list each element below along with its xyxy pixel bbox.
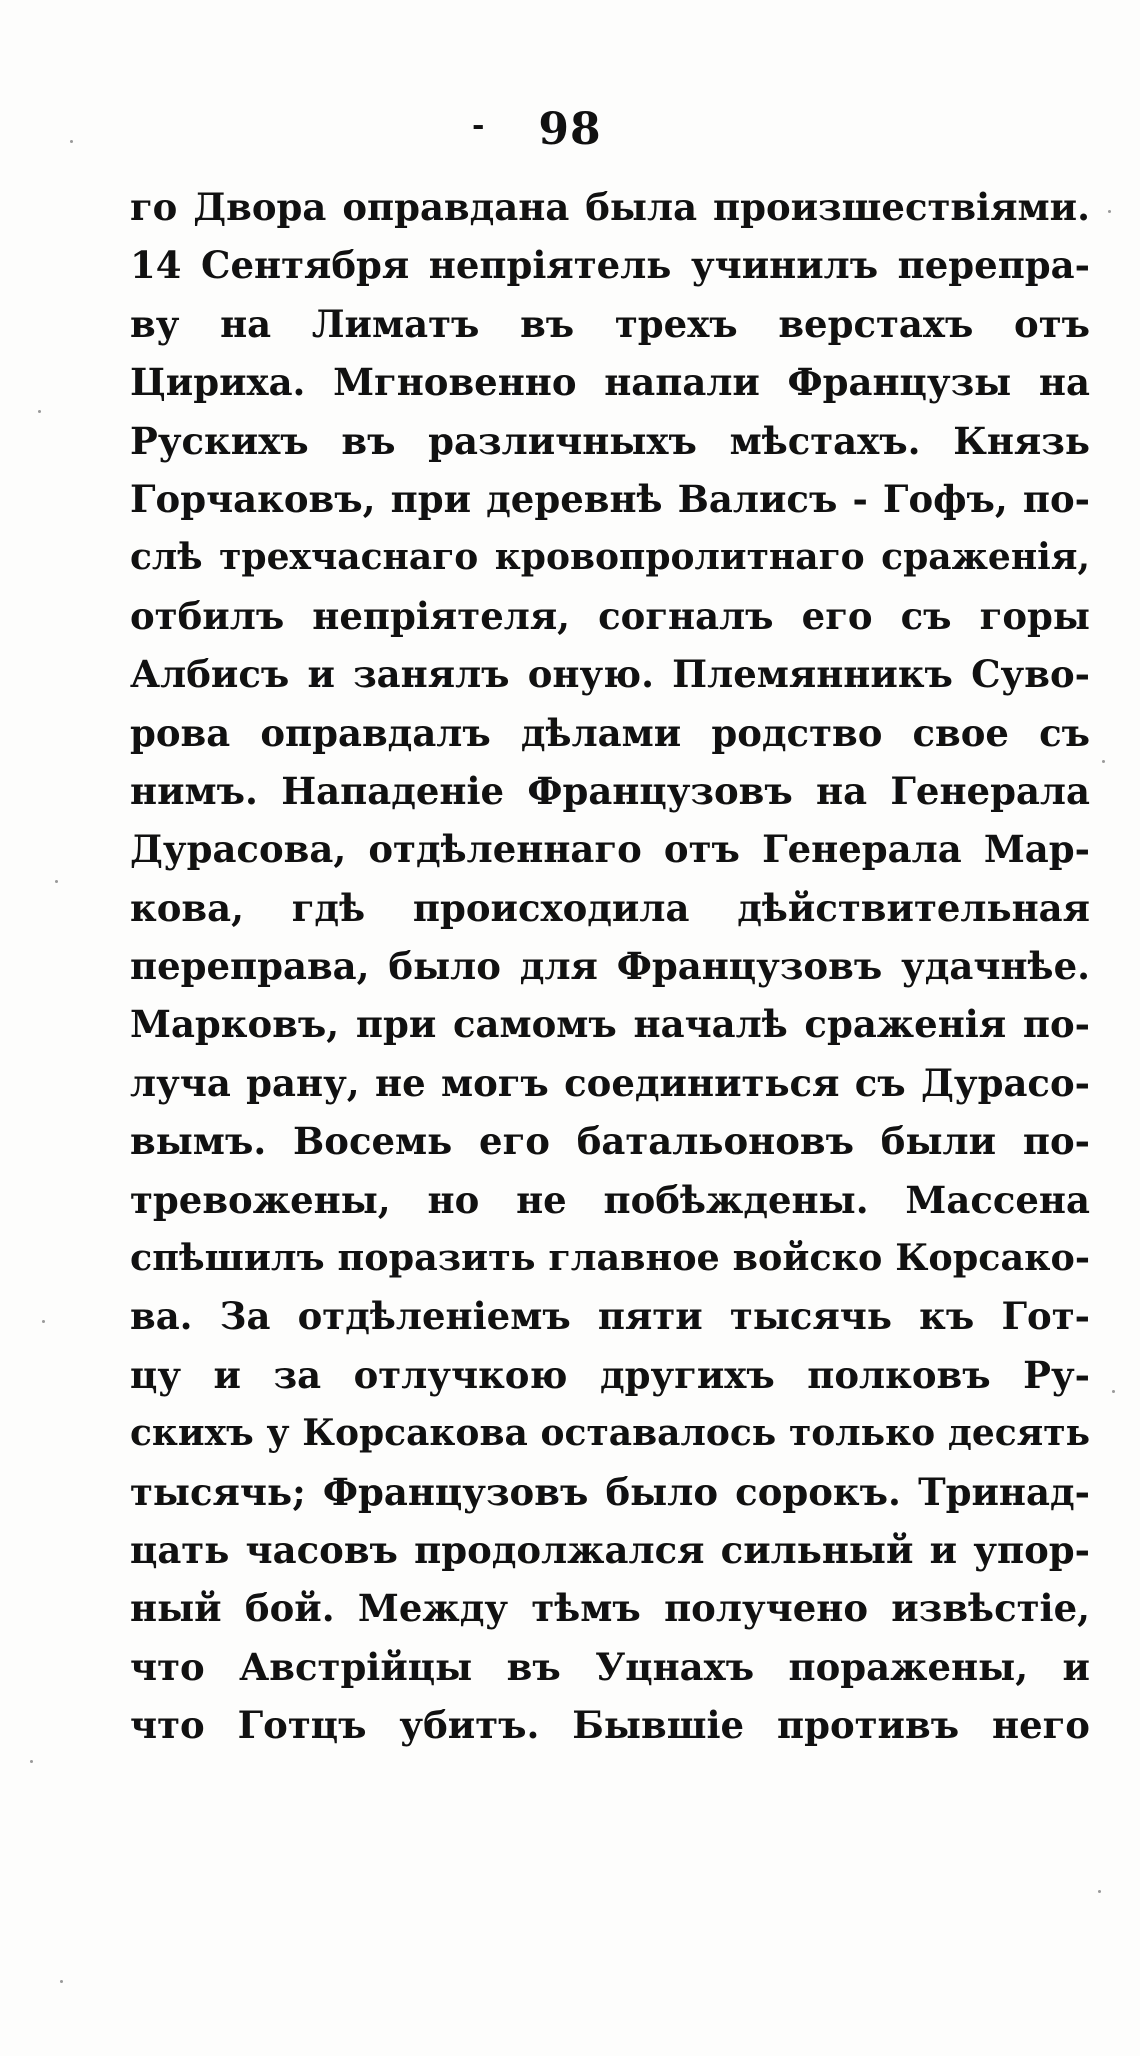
page-number: 98	[538, 104, 602, 155]
text-line: Рускихъ въ различныхъ мѣстахъ. Князь	[130, 418, 1090, 463]
text-line: го Двора оправдана была произшествіями.	[130, 185, 1090, 229]
scan-speck	[55, 880, 58, 883]
scan-speck	[60, 1980, 63, 1983]
text-line: Дурасова, отдѣленнаго отъ Генерала Мар-	[130, 827, 1090, 872]
text-line: ва. За отдѣленіемъ пяти тысячь къ Гот-	[130, 1294, 1090, 1339]
text-line: Албисъ и занялъ оную. Племянникъ Суво-	[130, 652, 1090, 697]
text-line: тревожены, но не побѣждены. Массена	[130, 1177, 1090, 1222]
scan-speck	[1112, 1390, 1115, 1393]
text-line: переправа, было для Французовъ удачнѣе.	[130, 944, 1090, 989]
body-text	[130, 178, 1090, 1755]
text-line: спѣшилъ поразить главное войско Корсако-	[130, 1236, 1090, 1280]
text-line: цу и за отлучкою другихъ полковъ Ру-	[130, 1352, 1090, 1397]
scan-speck	[42, 1320, 45, 1323]
text-line: кова, гдѣ происходила дѣйствительная	[130, 885, 1090, 930]
scan-speck	[1098, 1890, 1101, 1893]
text-line: тысячь; Французовъ было сорокъ. Тринад-	[130, 1469, 1090, 1514]
text-line: вымъ. Восемь его батальоновъ были по-	[130, 1119, 1090, 1164]
scan-speck	[38, 410, 41, 413]
text-line: рова оправдалъ дѣлами родство свое съ	[130, 710, 1090, 755]
text-line: цать часовъ продолжался сильный и упор-	[130, 1527, 1090, 1572]
text-line: 14 Сентября непріятель учинилъ перепра-	[130, 243, 1090, 288]
page-mark: -	[472, 108, 485, 143]
text-line: что Австрійцы въ Уцнахъ поражены, и	[130, 1644, 1090, 1689]
scan-speck	[1102, 760, 1105, 763]
scan-speck	[1108, 210, 1111, 213]
text-line: что Готцъ убитъ. Бывшіе противъ него	[130, 1703, 1090, 1748]
scan-speck	[70, 140, 73, 143]
text-line: Марковъ, при самомъ началѣ сраженія по-	[130, 1002, 1090, 1047]
scan-speck	[30, 1760, 33, 1763]
text-line: скихъ у Корсакова оставалось только десять	[130, 1412, 1090, 1455]
text-line: ный бой. Между тѣмъ получено извѣстіе,	[130, 1586, 1090, 1631]
text-line: Горчаковъ, при деревнѣ Валисъ - Гофъ, по-	[130, 476, 1090, 521]
text-line: луча рану, не могъ соединиться съ Дурасо-	[130, 1060, 1090, 1105]
text-line: нимъ. Нападеніе Французовъ на Генерала	[130, 768, 1090, 813]
text-line: Цириха. Мгновенно напали Французы на	[130, 360, 1090, 405]
text-line: слѣ трехчаснаго кровопролитнаго сраженія,	[130, 536, 1090, 579]
text-line: отбилъ непріятеля, согналъ его съ горы	[130, 593, 1090, 638]
text-line: ву на Лиматъ въ трехъ верстахъ отъ	[130, 301, 1090, 346]
